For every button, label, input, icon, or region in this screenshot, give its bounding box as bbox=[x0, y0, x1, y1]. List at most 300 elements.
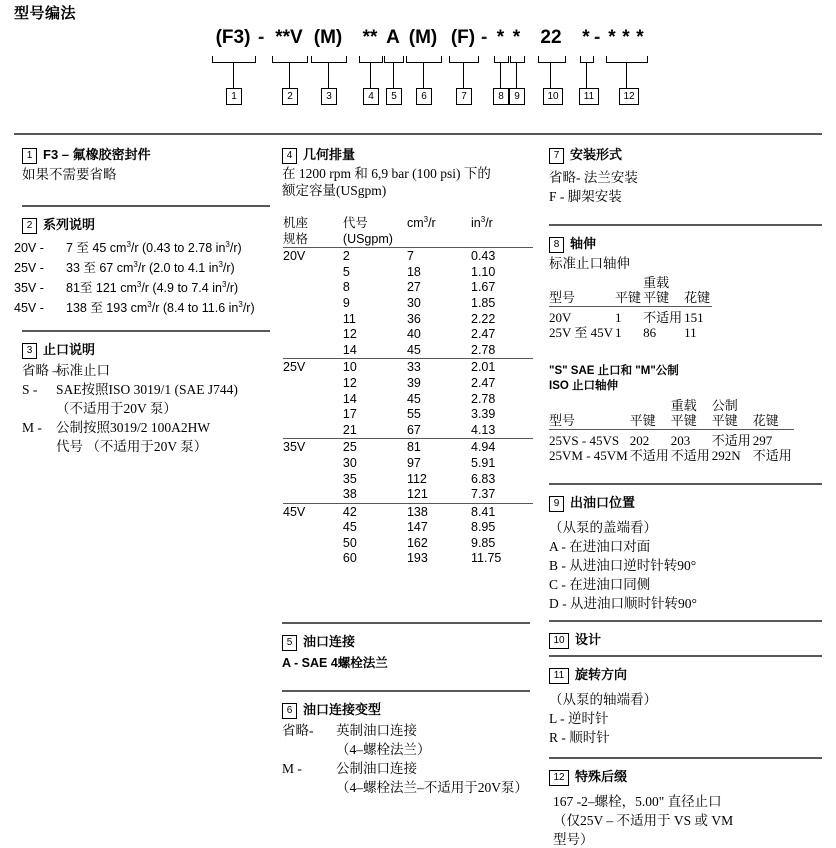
section-8-divider bbox=[549, 224, 822, 226]
cell-in3r: 6.83 bbox=[471, 471, 496, 486]
series-row bbox=[14, 300, 255, 316]
section-5-heading bbox=[282, 631, 355, 651]
cell-key: 1 bbox=[615, 310, 622, 325]
list-item: 省略- 法兰安装 bbox=[549, 170, 638, 185]
section-12-divider bbox=[549, 757, 822, 759]
callout-leader-5 bbox=[393, 62, 394, 88]
cell-spline: 151 bbox=[684, 310, 704, 325]
cell-in3r: 2.47 bbox=[471, 375, 496, 390]
cell-cm3r: 121 bbox=[406, 487, 428, 502]
section-8-subtitle-1: 标准止口轴伸 bbox=[549, 256, 630, 271]
callout-bracket-10 bbox=[538, 56, 566, 63]
header-in: $in^3/r$ bbox=[471, 214, 493, 230]
cell-code: 8 bbox=[342, 280, 350, 295]
callout-leader-11 bbox=[586, 62, 587, 88]
list-item bbox=[22, 363, 110, 379]
t2-h-heavy: 平键 bbox=[671, 413, 712, 430]
model-code-token-11: 22 bbox=[540, 27, 562, 48]
list-item bbox=[22, 382, 238, 398]
cell-code: 11 bbox=[342, 311, 356, 326]
list-item-value: 标准止口 bbox=[56, 363, 110, 378]
callout-leader-7 bbox=[463, 62, 464, 88]
table-row bbox=[283, 407, 533, 423]
model-code-token-4: ** bbox=[362, 27, 378, 48]
cell-in3r: 8.95 bbox=[471, 520, 496, 535]
list-item bbox=[282, 780, 528, 796]
cell-cm3r: 45 bbox=[406, 342, 421, 357]
cell-in3r: 4.94 bbox=[471, 439, 533, 456]
header-cm: $cm^3/r$ bbox=[406, 214, 436, 230]
list-item-key: 省略- bbox=[282, 723, 314, 738]
cell-in3r: 2.47 bbox=[471, 327, 496, 342]
cell-frame bbox=[283, 520, 343, 536]
callout-leader-6 bbox=[423, 62, 424, 88]
header-divider bbox=[14, 133, 822, 135]
section-10-heading bbox=[549, 629, 601, 649]
section-12-heading bbox=[549, 766, 627, 786]
series-code: 35V - bbox=[14, 281, 44, 295]
displacement-table bbox=[283, 216, 533, 567]
t2-h-spline: 花键 bbox=[753, 413, 794, 430]
callout-bracket-12 bbox=[606, 56, 648, 63]
displacement-table-head bbox=[283, 216, 533, 248]
table-row bbox=[283, 359, 533, 376]
callout-leader-2 bbox=[289, 62, 290, 88]
cell-in3r: 1.85 bbox=[471, 295, 496, 310]
section-2-id: 2 bbox=[22, 218, 37, 234]
model-code-token-13: - bbox=[594, 27, 601, 48]
cell-cm3r: 33 bbox=[407, 359, 471, 376]
section-11-heading bbox=[549, 664, 627, 684]
cell-heavy-key: 不适用 bbox=[670, 448, 710, 463]
series-code: 25V - bbox=[14, 261, 44, 275]
cell-frame bbox=[283, 487, 343, 503]
cell-cm3r: 40 bbox=[406, 327, 421, 342]
section-5-divider bbox=[282, 622, 530, 624]
table-row bbox=[283, 423, 533, 439]
callout-leader-3 bbox=[328, 62, 329, 88]
section-8-subtitle-2b: ISO 止口轴伸 bbox=[549, 380, 619, 392]
t1-h-model: 型号 bbox=[549, 290, 615, 307]
model-code-token-1: - bbox=[258, 27, 265, 48]
section-11-divider bbox=[549, 655, 822, 657]
series-row bbox=[14, 240, 242, 256]
cell-frame bbox=[283, 265, 343, 281]
cell-code: 50 bbox=[342, 535, 357, 550]
cell-spline: 297 bbox=[752, 433, 773, 448]
section-7-title: 安装形式 bbox=[570, 147, 623, 162]
section-1-line-1: 如果不需要省略 bbox=[22, 167, 117, 182]
model-code-token-5: A bbox=[386, 27, 400, 48]
table-header-row-1 bbox=[283, 216, 533, 232]
shaft-table-2-header-row bbox=[549, 413, 794, 430]
list-item-key: 省略 – bbox=[22, 363, 60, 378]
callout-number-5: 5 bbox=[386, 88, 402, 105]
section-5-line-1: A - SAE 4螺栓法兰 bbox=[282, 656, 388, 670]
table-row bbox=[283, 551, 533, 567]
table-row bbox=[283, 312, 533, 328]
cell-code: 14 bbox=[342, 391, 357, 406]
callout-bracket-7 bbox=[449, 56, 479, 63]
table-row bbox=[283, 456, 533, 472]
iso-shaft-table-body bbox=[549, 430, 794, 464]
section-10-title: 设计 bbox=[575, 632, 602, 647]
cell-code: 10 bbox=[343, 359, 407, 376]
cell-frame: 20V bbox=[283, 248, 343, 265]
list-item-value: SAE按照ISO 3019/1 (SAE J744) bbox=[56, 382, 238, 397]
section-3-id: 3 bbox=[22, 343, 37, 359]
page-title: 型号编法 bbox=[14, 5, 77, 22]
list-item-value: 公制按照3019/2 100A2HW bbox=[56, 420, 211, 435]
t1-h-key: 平键 bbox=[615, 290, 642, 305]
model-code-token-15: * bbox=[622, 27, 630, 48]
list-item bbox=[282, 723, 417, 739]
section-1-id: 1 bbox=[22, 148, 37, 164]
cell-cm3r: 81 bbox=[407, 439, 471, 456]
model-code-token-8: - bbox=[481, 27, 488, 48]
list-item: 型号） bbox=[553, 832, 594, 847]
cell-in3r: 4.13 bbox=[471, 422, 496, 437]
shaft-table-1-header-row bbox=[549, 290, 712, 307]
cell-code: 17 bbox=[342, 407, 357, 422]
cell-cm3r: 97 bbox=[406, 455, 421, 470]
table-row bbox=[283, 327, 533, 343]
cell-model: 25VS - 45VS bbox=[549, 433, 620, 448]
cell-cm3r: 112 bbox=[406, 471, 427, 486]
section-11-title: 旋转方向 bbox=[575, 667, 628, 682]
section-6-title: 油口连接变型 bbox=[303, 702, 382, 717]
cell-cm3r: 147 bbox=[406, 520, 428, 535]
cell-frame bbox=[283, 551, 343, 567]
section-9-id: 9 bbox=[549, 496, 564, 512]
cell-in3r: 2.01 bbox=[471, 359, 533, 376]
cell-code: 42 bbox=[343, 503, 407, 520]
cell-model: 25VM - 45VM bbox=[549, 448, 628, 463]
list-item bbox=[282, 761, 417, 777]
table-row bbox=[283, 280, 533, 296]
table-row bbox=[283, 296, 533, 312]
cell-in3r: 1.10 bbox=[471, 264, 496, 279]
section-12-title: 特殊后缀 bbox=[575, 769, 628, 784]
callout-number-11: 11 bbox=[579, 88, 599, 105]
list-item: C - 在进油口同侧 bbox=[549, 577, 651, 592]
callout-bracket-11 bbox=[580, 56, 594, 63]
callout-bracket-3 bbox=[311, 56, 347, 63]
cell-code: 38 bbox=[342, 487, 357, 502]
section-8-title: 轴伸 bbox=[570, 236, 597, 251]
series-row bbox=[14, 260, 235, 276]
section-6-id: 6 bbox=[282, 703, 297, 719]
table-row bbox=[283, 248, 533, 265]
table-row bbox=[549, 307, 712, 326]
callout-bracket-1 bbox=[212, 56, 256, 63]
cell-cm3r: 30 bbox=[406, 295, 421, 310]
cell-model: 20V bbox=[549, 310, 572, 325]
cell-frame bbox=[283, 456, 343, 472]
cell-in3r: 8.41 bbox=[471, 503, 533, 520]
cell-cm3r: 45 bbox=[406, 391, 421, 406]
list-item-value: 英制油口连接 bbox=[336, 723, 417, 738]
cell-heavy-key: 203 bbox=[670, 433, 691, 448]
cell-heavy-key: 86 bbox=[643, 325, 657, 340]
section-2-divider bbox=[22, 330, 270, 332]
table-row bbox=[549, 430, 794, 449]
callout-number-9: 9 bbox=[509, 88, 525, 105]
series-code: 20V - bbox=[14, 241, 44, 255]
section-12-id: 12 bbox=[549, 770, 569, 786]
cell-cm3r: 193 bbox=[406, 551, 428, 566]
cell-cm3r: 55 bbox=[406, 407, 421, 422]
series-range: 138 至 193 $cm^3/r$ (8.4 to 11.6 $in^3/r$) bbox=[66, 299, 255, 315]
shaft-table-1-heavy-row bbox=[549, 275, 712, 290]
list-item: 167 -2–螺栓，5.00" 直径止口 bbox=[553, 794, 722, 809]
callout-bracket-5 bbox=[384, 56, 404, 63]
cell-code: 30 bbox=[342, 455, 357, 470]
section-5-title: 油口连接 bbox=[303, 634, 356, 649]
list-item-value: （4–螺栓法兰–不适用于20V泵） bbox=[336, 780, 528, 795]
t1-h-heavy: 平键 bbox=[643, 290, 684, 307]
table-row bbox=[283, 392, 533, 408]
table-header-row-2 bbox=[283, 232, 533, 248]
callout-number-8: 8 bbox=[493, 88, 509, 105]
cell-code: 9 bbox=[342, 295, 350, 310]
t2-h-model: 型号 bbox=[549, 413, 630, 430]
header-frame-line2: 规格 bbox=[283, 231, 309, 246]
section-8-subtitle-2a: "S" SAE 止口和 "M"公制 bbox=[549, 365, 679, 377]
callout-bracket-4 bbox=[359, 56, 383, 63]
list-item-key: S - bbox=[22, 382, 38, 397]
model-code-tokens bbox=[210, 26, 644, 52]
cell-heavy-key: 不适用 bbox=[643, 310, 683, 325]
section-8-id: 8 bbox=[549, 237, 564, 253]
header-code-line1: 代号 bbox=[342, 216, 368, 230]
section-1-divider bbox=[22, 205, 270, 207]
cell-code: 12 bbox=[342, 375, 357, 390]
cell-code: 35 bbox=[342, 471, 357, 486]
table-row bbox=[283, 503, 533, 520]
displacement-table-body bbox=[283, 248, 533, 567]
model-code-token-3: (M) bbox=[313, 27, 343, 48]
section-6-heading bbox=[282, 699, 381, 719]
model-code-token-12: * bbox=[582, 27, 590, 48]
callout-leader-1 bbox=[233, 62, 234, 88]
cell-cm3r: 7 bbox=[407, 248, 471, 265]
section-11-id: 11 bbox=[549, 668, 569, 684]
cell-cm3r: 67 bbox=[406, 422, 421, 437]
cell-frame bbox=[283, 407, 343, 423]
section-9-title: 出油口位置 bbox=[570, 495, 636, 510]
callout-leader-8 bbox=[500, 62, 501, 88]
cell-key: 202 bbox=[629, 433, 650, 448]
section-3-title: 止口说明 bbox=[43, 342, 96, 357]
cell-cm3r: 27 bbox=[406, 280, 421, 295]
cell-frame bbox=[283, 312, 343, 328]
cell-in3r: 5.91 bbox=[471, 455, 496, 470]
cell-in3r: 0.43 bbox=[471, 248, 533, 265]
cell-cm3r: 39 bbox=[406, 375, 421, 390]
section-4-title: 几何排量 bbox=[303, 147, 356, 162]
cell-in3r: 3.39 bbox=[471, 407, 496, 422]
iso-shaft-table bbox=[549, 398, 794, 463]
cell-cm3r: 162 bbox=[406, 535, 428, 550]
section-2-heading bbox=[22, 214, 95, 234]
table-row bbox=[283, 265, 533, 281]
section-10-divider bbox=[549, 620, 822, 622]
list-item: L - 逆时针 bbox=[549, 711, 609, 726]
cell-frame bbox=[283, 392, 343, 408]
callout-number-2: 2 bbox=[282, 88, 298, 105]
cell-in3r: 7.37 bbox=[471, 487, 496, 502]
callout-leader-9 bbox=[516, 62, 517, 88]
model-code-diagram bbox=[210, 26, 644, 106]
cell-key: 不适用 bbox=[629, 448, 669, 463]
standard-shaft-table-body bbox=[549, 307, 712, 341]
list-item bbox=[22, 439, 207, 455]
t1-h-spline: 花键 bbox=[684, 290, 711, 305]
section-6-divider bbox=[282, 690, 530, 692]
section-7-id: 7 bbox=[549, 148, 564, 164]
callout-number-12: 12 bbox=[619, 88, 639, 105]
list-item: B - 从进油口逆时针转90° bbox=[549, 558, 697, 573]
cell-in3r: 2.78 bbox=[471, 342, 496, 357]
table-row bbox=[283, 536, 533, 552]
section-1-heading bbox=[22, 144, 151, 164]
series-row bbox=[14, 280, 238, 296]
t2-metric-top: 公制 bbox=[711, 398, 738, 413]
cell-frame: 25V bbox=[283, 359, 343, 376]
section-4-heading bbox=[282, 144, 355, 164]
table-row bbox=[549, 448, 794, 463]
model-code-token-6: (M) bbox=[408, 27, 438, 48]
list-item: R - 顺时针 bbox=[549, 730, 610, 745]
list-item: （从泵的盖端看） bbox=[549, 520, 657, 535]
section-7-heading bbox=[549, 144, 622, 164]
cell-code: 25 bbox=[343, 439, 407, 456]
cell-in3r: 11.75 bbox=[471, 551, 502, 566]
callout-number-10: 10 bbox=[543, 88, 563, 105]
list-item: （仅25V – 不适用于 VS 或 VM bbox=[553, 813, 734, 828]
section-2-title: 系列说明 bbox=[43, 217, 96, 232]
standard-shaft-table bbox=[549, 275, 712, 340]
header-code-line2: (USgpm) bbox=[342, 231, 393, 246]
cell-key: 1 bbox=[615, 325, 622, 340]
list-item-value: 公制油口连接 bbox=[336, 761, 417, 776]
cell-frame bbox=[283, 343, 343, 359]
model-code-token-10: * bbox=[512, 27, 521, 48]
callout-bracket-9 bbox=[510, 56, 525, 63]
cell-model: 25V 至 45V bbox=[549, 325, 614, 340]
cell-code: 14 bbox=[342, 342, 357, 357]
cell-frame: 45V bbox=[283, 503, 343, 520]
cell-frame bbox=[283, 296, 343, 312]
cell-code: 21 bbox=[342, 422, 357, 437]
section-8-heading bbox=[549, 233, 596, 253]
callout-leader-10 bbox=[550, 62, 551, 88]
list-item-value: （4–螺栓法兰） bbox=[336, 742, 431, 757]
t1-heavy-top: 重载 bbox=[643, 275, 670, 290]
model-code-token-7: (F) bbox=[450, 27, 476, 48]
cell-in3r: 2.78 bbox=[471, 391, 496, 406]
cell-frame bbox=[283, 327, 343, 343]
cell-in3r: 1.67 bbox=[471, 280, 496, 295]
model-code-token-16: * bbox=[636, 27, 644, 48]
list-item: （从泵的轴端看） bbox=[549, 692, 657, 707]
cell-spline: 不适用 bbox=[752, 448, 792, 463]
series-range: 33 至 67 $cm^3/r$ (2.0 to 4.1 $in^3/r$) bbox=[66, 259, 235, 275]
table-row bbox=[549, 325, 712, 340]
t2-h-key: 平键 bbox=[630, 413, 671, 430]
cell-spline: 11 bbox=[684, 325, 697, 340]
cell-frame bbox=[283, 536, 343, 552]
cell-frame bbox=[283, 472, 343, 488]
cell-code: 45 bbox=[342, 520, 357, 535]
header-frame-line1: 机座 bbox=[283, 216, 309, 230]
table-row bbox=[283, 376, 533, 392]
cell-cm3r: 18 bbox=[406, 264, 421, 279]
cell-metric-key: 292N bbox=[711, 448, 741, 463]
callout-leader-12 bbox=[626, 62, 627, 88]
callout-number-6: 6 bbox=[416, 88, 432, 105]
list-item-key: M - bbox=[282, 761, 302, 776]
t2-h-metric: 平键 bbox=[712, 413, 753, 430]
table-row bbox=[283, 487, 533, 503]
table-row bbox=[283, 343, 533, 359]
cell-metric-key: 不适用 bbox=[711, 433, 751, 448]
cell-code: 60 bbox=[342, 551, 357, 566]
list-item: F - 脚架安装 bbox=[549, 189, 622, 204]
cell-frame bbox=[283, 376, 343, 392]
cell-code: 12 bbox=[342, 327, 357, 342]
callout-bracket-6 bbox=[406, 56, 442, 63]
cell-frame bbox=[283, 423, 343, 439]
t2-heavy-top: 重载 bbox=[670, 398, 697, 413]
section-10-id: 10 bbox=[549, 633, 569, 649]
section-9-divider bbox=[549, 483, 822, 485]
cell-cm3r: 36 bbox=[406, 311, 421, 326]
callout-number-4: 4 bbox=[363, 88, 379, 105]
cell-code: 5 bbox=[342, 264, 350, 279]
callout-bracket-2 bbox=[272, 56, 308, 63]
callout-leader-4 bbox=[370, 62, 371, 88]
model-code-token-9: * bbox=[496, 27, 505, 48]
cell-frame: 35V bbox=[283, 439, 343, 456]
cell-cm3r: 138 bbox=[407, 503, 471, 520]
series-range: 81至 121 $cm^3/r$ (4.9 to 7.4 $in^3/r$) bbox=[66, 279, 239, 295]
list-item: A - 在进油口对面 bbox=[549, 539, 651, 554]
shaft-table-2-heavy-row bbox=[549, 398, 794, 413]
list-item-value: 代号 （不适用于20V 泵） bbox=[56, 439, 208, 454]
list-item-value: （不适用于20V 泵） bbox=[56, 401, 177, 416]
callout-number-3: 3 bbox=[321, 88, 337, 105]
list-item bbox=[22, 401, 177, 417]
callout-number-1: 1 bbox=[226, 88, 242, 105]
list-item: D - 从进油口顺时针转90° bbox=[549, 596, 697, 611]
series-code: 45V - bbox=[14, 301, 44, 315]
section-4-note-2: 额定容量(USgpm) bbox=[282, 183, 387, 198]
list-item bbox=[282, 742, 431, 758]
section-1-title: F3 – 氟橡胶密封件 bbox=[43, 147, 151, 162]
cell-frame bbox=[283, 280, 343, 296]
table-row bbox=[283, 520, 533, 536]
section-9-heading bbox=[549, 492, 635, 512]
model-code-token-0: (F3) bbox=[215, 27, 251, 48]
table-row bbox=[283, 472, 533, 488]
callout-number-7: 7 bbox=[456, 88, 472, 105]
series-range: 7 至 45 $cm^3/r$ (0.43 to 2.78 $in^3/r$) bbox=[66, 239, 242, 255]
model-code-token-2: **V bbox=[275, 27, 303, 48]
list-item bbox=[22, 420, 210, 436]
cell-in3r: 9.85 bbox=[471, 535, 496, 550]
